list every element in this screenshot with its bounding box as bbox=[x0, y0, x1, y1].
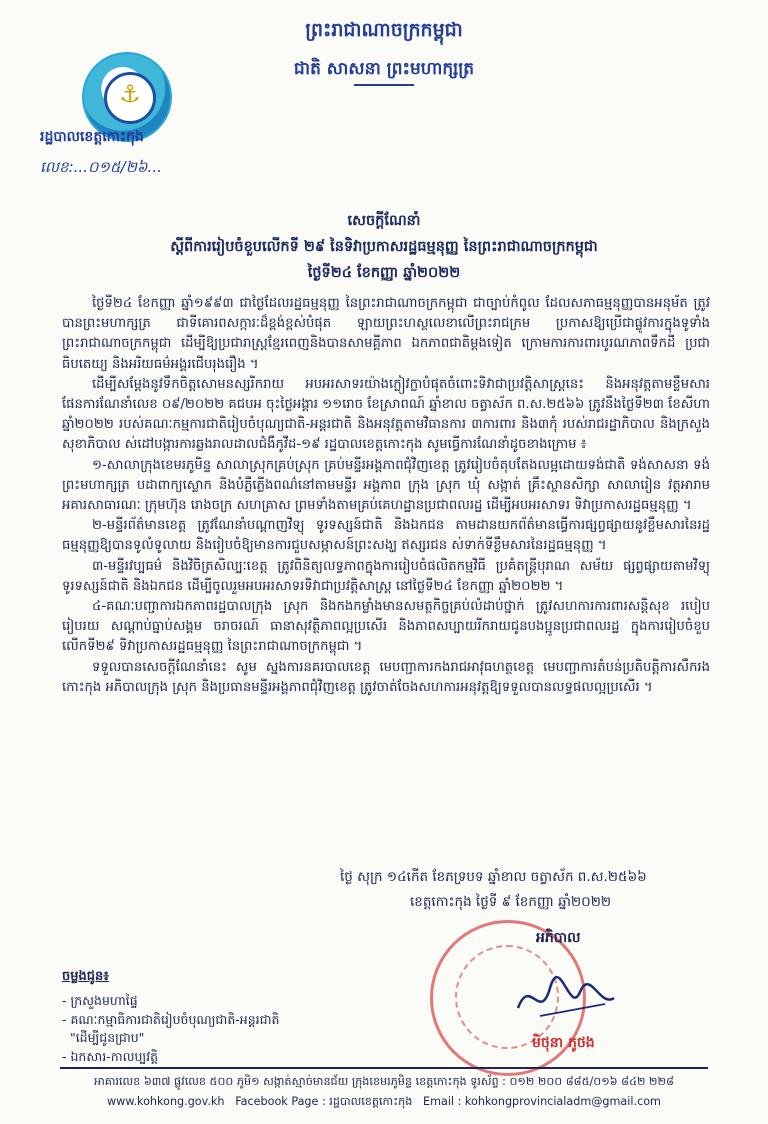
logo-emblem bbox=[104, 72, 156, 124]
lunar-date-line: ថ្ងៃ សុក្រ ១៤កើត ខែភទ្របទ ឆ្នាំខាល ចត្វាស័ក ព.ស.២៥៦៦ bbox=[340, 869, 647, 885]
recipient-item: - ក្រសួងមហាផ្ទៃ bbox=[62, 993, 138, 1008]
recipients-list bbox=[62, 992, 279, 1066]
solar-date-line: ខេត្តកោះកុង ថ្ងៃទី ៩ ខែកញ្ញា ឆ្នាំ២០២២ bbox=[410, 894, 612, 910]
reference-number: លេខ:...០១៥/២៦... bbox=[40, 158, 162, 176]
signatory-name: មិថុនា ភូថង bbox=[532, 1035, 595, 1051]
recipient-item: - គណៈកម្មាធិការជាតិរៀបចំបុណ្យជាតិ-អន្តរជាតិ bbox=[62, 1011, 280, 1027]
recipient-item: "ដើម្បីជូនជ្រាប" bbox=[62, 1030, 145, 1045]
document-subject: ស្តីពីការរៀបចំខួបលើកទី ២៩ នៃទិវាប្រកាសរដ្ឋធម្មនុញ្ញ នៃព្រះរាជាណាចក្រកម្ពុជា bbox=[170, 239, 598, 255]
issuing-authority: រដ្ឋបាលខេត្តកោះកុង bbox=[40, 129, 144, 145]
handwritten-signature bbox=[510, 968, 620, 1028]
anchor-icon: ⚓ bbox=[119, 80, 141, 108]
motto-divider bbox=[354, 84, 414, 86]
signatory-title: អភិបាល bbox=[536, 930, 581, 946]
paragraph-point-1: ១-សាលាក្រុងខេមរភូមិន្ទ សាលាស្រុកគ្រប់ស្រុក គ្រប់មន្ទីរអង្គភាពជុំវិញខេត្ត ត្រូវរៀបចំតុបតែងលម្អដោយទង់ជាតិ ទង់សាសនា ទង់ព្រះមហាក្សត្រ បដាពាក្យស្លោក និងបំភ្លឺភ្លើងពណ៌នៅតាមមន្ទីរ អង្គភាព ក្រុង ស្រុក ឃុំ សង្កាត់ គ្រឹះស្ថានសិក្សា សាលារៀន វត្តអារាម អគារសាធារណៈ ក្រុមហ៊ុន រោងចក្រ សហគ្រាស ព្រមទាំងតាមគ្រប់គេហដ្ឋានប្រជាពលរដ្ឋ ដើម្បីអបអរសាទរ ទិវាប្រកាសរដ្ឋធម្មនុញ្ញ ។ bbox=[62, 457, 710, 514]
paragraph-point-2: ២-មន្ទីរព័ត៌មានខេត្ត ត្រូវណែនាំបណ្តាញវិទ្យុ ទូរទស្សន៍ជាតិ និងឯកជន តាមដានយកព័ត៌មានធ្វើការផ្សព្វផ្សាយនូវខ្លឹមសារនៃរដ្ឋធម្មនុញ្ញឱ្យបានទូលំទូលាយ និងរៀបចំឱ្យមានការជួបសម្ភាសន៍ព្រះសង្ឃ ឥស្សរជន ស់ទាក់ទីខ្លឹមសារនៃរដ្ឋធម្មនុញ្ញ ។ bbox=[62, 518, 710, 554]
paragraph-intro: ថ្ងៃទី២៤ ខែកញ្ញា ឆ្នាំ១៩៩៣ ជាថ្ងៃដែលរដ្ឋធម្មនុញ្ញ នៃព្រះរាជាណាចក្រកម្ពុជា ជាច្បាប់កំពូល ដែលសភាធម្មនុញ្ញបានអនុម័ត ត្រូវបានព្រះមហាក្សត្រ ជាទីគោរពសក្ការៈដ៏ខ្ពង់ខ្ពស់បំផុត ឡាយព្រះហស្ថលេខាលើព្រះរាជក្រម ប្រកាសឱ្យប្រើជាផ្លូវការក្នុងទូទាំងព្រះរាជាណាចក្រកម្ពុជា ដើម្បីឱ្យប្រជារាស្ត្រខ្មែរពេញនិងបានសាមគ្គីភាព ឯកភាពជាតិម្តងទៀត ក្រោមការការពារបូរណភាពទឹកដី ប្រជាធិបតេយ្យ និងអរិយធម៌អង្គរជើបរុងរឿង ។ bbox=[62, 296, 710, 372]
paragraph-point-3: ៣-មន្ទីរវប្បធម៌ និងវិចិត្រសិល្បៈខេត្ត ត្រូវពិនិត្យលទ្ធភាពក្នុងការរៀបចំផលិតកម្មវិធី ប្រគំតន្ត្រីបុរាណ សម័យ ផ្សព្វផ្សាយតាមវិទ្យុ ទូរទស្សន៍ជាតិ និងឯកជន ដើម្បីចូលរួមអបអរសាទរទិវាជាប្រវត្តិសាស្ត្រ នៅថ្ងៃទី២៤ ខែកញ្ញា ឆ្នាំ២០២២ ។ bbox=[62, 558, 710, 594]
footer-divider bbox=[60, 1067, 708, 1069]
recipient-item: - ឯកសារ-កាលប្បវត្តិ bbox=[62, 1048, 159, 1064]
footer-contacts bbox=[0, 1095, 768, 1111]
paragraph-point-4: ៤-គណៈបញ្ជាការឯកភាពរដ្ឋបាលក្រុង ស្រុក និងកងកម្លាំងមានសមត្ថកិច្ចគ្រប់លំដាប់ថ្នាក់ ត្រូវសហការការពារសន្តិសុខ របៀបរៀបរយ សណ្តាប់ធ្នាប់សង្គម ចរាចរណ៍ ធានាសុវត្ថិភាពល្អប្រសើរ និងភាពសប្បាយរីករាយជូនបងប្អូនប្រជាពលរដ្ឋ ក្នុងការរៀបចំខួបលើកទី២៩ ទិវាប្រកាសរដ្ឋធម្មនុញ្ញ នៃព្រះរាជាណាចក្រកម្ពុជា ។ bbox=[62, 599, 710, 655]
kingdom-heading: ព្រះរាជាណាចក្រកម្ពុជា bbox=[305, 19, 463, 41]
footer-website-link[interactable]: www.kohkong.gov.kh bbox=[107, 1095, 225, 1108]
paragraph-closing: ទទួលបានសេចក្តីណែនាំនេះ សូម ស្នងការនគរបាលខេត្ត មេបញ្ជាការកងរាជអាវុធហត្ថខេត្ត មេបញ្ជាការតំបន់ប្រតិបត្តិការសឹករងកោះកុង អភិបាលក្រុង ស្រុក និងប្រធានមន្ទីរអង្គភាពជុំវិញខេត្ត ត្រូវចាត់ចែងសហការអនុវត្តឱ្យទទួលបានលទ្ធផលល្អប្រសើរ ។ bbox=[62, 659, 710, 695]
footer-address: អាគារលេខ ៦៣៧ ផ្លូវលេខ ៥០០ ភូមិ១ សង្កាត់ស្មាច់មានជ័យ ក្រុងខេមរភូមិន្ទ ខេត្តកោះកុង ទូរស័ព្ទ : ០១២ ២០០ ៨៨៥/០១៦ ៨៤២ ២២៨ bbox=[94, 1075, 674, 1088]
document-date-title: ថ្ងៃទី២៤ ខែកញ្ញា ឆ្នាំ២០២២ bbox=[307, 265, 461, 281]
paragraph-purpose: ដើម្បីសម្តែងនូវទឹកចិត្តសោមនស្សរីករាយ អបអរសាទរយ៉ាងក្លៀវក្លាបំផុតចំពោះទិវាជាប្រវត្តិសាស្ត្រនេះ និងអនុវត្តតាមខ្លឹមសារផែនការណែនាំលេខ ០៩/២០២២ គជបអ ចុះថ្ងៃអង្គារ ១១រោច ខែស្រាពណ៍ ឆ្នាំខាល ចត្វាស័ក ព.ស.២៥៦៦ ត្រូវនឹងថ្ងៃទី២៣ ខែសីហា ឆ្នាំ២០២២ របស់គណៈកម្មការជាតិរៀបចំបុណ្យជាតិ-អន្តរជាតិ និងអនុវត្តតាមវិធានការ ៣ការពារ និង៣កុំ របស់រាជរដ្ឋាភិបាល និងក្រសួងសុខាភិបាល ស់ដៅបង្ការការឆ្លងរាលដាលជំងឺកូវីដ-១៩ រដ្ឋបាលខេត្តកោះកុង សូមធ្វើការណែនាំដូចខាងក្រោម ៖ bbox=[62, 376, 710, 453]
document-body bbox=[62, 294, 710, 698]
national-motto: ជាតិ សាសនា ព្រះមហាក្សត្រ bbox=[293, 59, 475, 79]
footer-facebook[interactable]: Facebook Page : រដ្ឋបាលខេត្តកោះកុង bbox=[235, 1095, 413, 1108]
document-title: សេចក្តីណែនាំ bbox=[347, 213, 421, 229]
footer-email[interactable]: Email : kohkongprovincialadm@gmail.com bbox=[423, 1095, 661, 1108]
recipients-label: ចម្លងជូន៖ bbox=[62, 969, 109, 984]
